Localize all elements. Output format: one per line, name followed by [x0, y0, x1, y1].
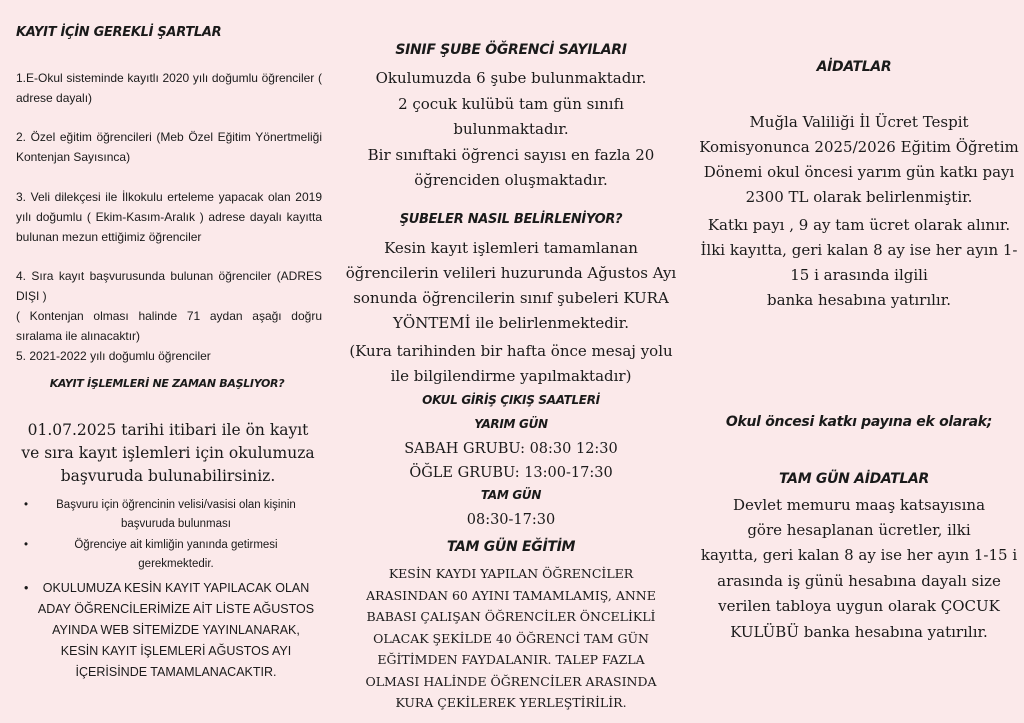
- noon-hours: ÖĞLE GRUBU: 13:00-17:30: [409, 465, 613, 481]
- column-registration: [14, 0, 324, 723]
- class-size: Bir sınıftaki öğrenci sayısı en fazla 20 öğrenciden oluşmaktadır.: [367, 146, 655, 189]
- branch-count: Okulumuzda 6 şube bulunmaktadır.: [375, 69, 647, 87]
- fees-title: AİDATLAR: [816, 59, 892, 75]
- club-count: 2 çocuk kulübü tam gün sınıfı bulunmaktadır.: [398, 95, 624, 138]
- requirement-5: 5. 2021-2022 yılı doğumlu öğrenciler: [16, 349, 211, 363]
- when-title: KAYIT İŞLEMLERİ NE ZAMAN BAŞLIYOR?: [49, 377, 285, 390]
- when-text: 01.07.2025 tarihi itibari ile ön kayıt ve sıra kayıt işlemleri için okulumuza başvuruda bulunabilirsiniz.: [21, 421, 315, 485]
- branches-title: ŞUBELER NASIL BELİRLENİYOR?: [399, 212, 623, 227]
- full-day-hours: 08:30-17:30: [466, 512, 556, 528]
- full-day-fees-text: Devlet memuru maaş katsayısına göre hesaplanan ücretler, ilki: [732, 496, 986, 539]
- fees-text: Muğla Valiliği İl Ücret Tespit Komisyonunca 2025/2026 Eğitim Öğretim Dönemi okul öncesi yarım gün katkı payı 2300 TL olarak belirlenmiştir.: [699, 113, 1019, 206]
- fees-bank: banka hesabına yatırılır.: [766, 291, 952, 309]
- branches-text: Kesin kayıt işlemleri tamamlanan öğrencilerin velileri huzurunda Ağustos Ayı sonunda öğrencilerin sınıf şubeleri KURA YÖNTEMİ ile belirlenmektedir.: [345, 239, 677, 332]
- branches-note: (Kura tarihinden bir hafta önce mesaj yolu ile bilgilendirme yapılmaktadır): [349, 342, 673, 385]
- requirement-1: 1.E-Okul sisteminde kayıtlı 2020 yılı doğumlu öğrenciler ( adrese dayalı): [16, 71, 322, 105]
- bullet-item: • Öğrenciye ait kimliğin yanında getirmesi gerekmektedir.: [36, 536, 316, 574]
- full-day-education-title: TAM GÜN EĞİTİM: [446, 539, 576, 555]
- requirements-title: KAYIT İÇİN GEREKLİ ŞARTLAR: [16, 25, 222, 40]
- requirement-4: 4. Sıra kayıt başvurusunda bulunan öğrenciler (ADRES DIŞI ): [16, 269, 322, 303]
- requirement-4-note: ( Kontenjan olması halinde 71 aydan aşağı doğru sıralama ile alınacaktır): [16, 309, 322, 343]
- column-fees: [694, 0, 1024, 723]
- hours-title: OKUL GİRİŞ ÇIKIŞ SAATLERİ: [422, 393, 600, 407]
- class-counts-title: SINIF ŞUBE ÖĞRENCİ SAYILARI: [395, 42, 627, 58]
- full-day-fees-title: TAM GÜN AİDATLAR: [779, 471, 929, 487]
- bullet-item: • Başvuru için öğrencinin velisi/vasisi olan kişinin başvuruda bulunması: [36, 496, 316, 534]
- extra-fee-title: Okul öncesi katkı payına ek olarak;: [725, 414, 993, 430]
- fees-schedule: İlki kayıtta, geri kalan 8 ay ise her ayın 1-15 i arasında ilgili: [700, 241, 1018, 284]
- requirement-3: 3. Veli dilekçesi ile İlkokulu erteleme yapacak olan 2019 yılı doğumlu ( Ekim-Kasım-Aralık ) adrese dayalı kayıtta bulunan mezun ettiğimiz öğrenciler: [16, 190, 322, 244]
- morning-hours: SABAH GRUBU: 08:30 12:30: [404, 441, 618, 457]
- full-day-fees-schedule: kayıtta, geri kalan 8 ay ise her ayın 1-15 i arasında iş günü hesabına dayalı size verilen tabloya uygun olarak ÇOCUK KULÜBÜ banka hesabına yatırılır.: [700, 546, 1018, 641]
- fees-installment: Katkı payı , 9 ay tam ücret olarak alınır.: [707, 216, 1011, 234]
- full-day-title: TAM GÜN: [480, 488, 542, 502]
- application-bullets: [36, 496, 316, 683]
- column-classes: [338, 0, 684, 723]
- half-day-title: YARIM GÜN: [474, 417, 548, 431]
- full-day-education-text: KESİN KAYDI YAPILAN ÖĞRENCİLER ARASINDAN 60 AYINI TAMAMLAMIŞ, ANNE BABASI ÇALIŞAN ÖĞRENCİLER ÖNCELİKLİ OLACAK ŞEKİLDE 40 ÖĞRENCİ TAM GÜN EĞİTİMDEN FAYDALANIR. TALEP FAZLA OLMASI HALİNDE ÖĞRENCİLER ARASINDA KURA ÇEKİLEREK YERLEŞTİRİLİR.: [365, 566, 657, 710]
- bullet-item: • OKULUMUZA KESİN KAYIT YAPILACAK OLAN ADAY ÖĞRENCİLERİMİZE AİT LİSTE AĞUSTOS AYINDA WEB SİTEMİZDE YAYINLANARAK, KESİN KAYIT İŞLEMLERİ AĞUSTOS AYI İÇERİSİNDE TAMAMLANACAKTIR.: [36, 578, 316, 683]
- requirement-2: 2. Özel eğitim öğrencileri (Meb Özel Eğitim Yönertmeliği Kontenjan Sayısınca): [16, 130, 322, 164]
